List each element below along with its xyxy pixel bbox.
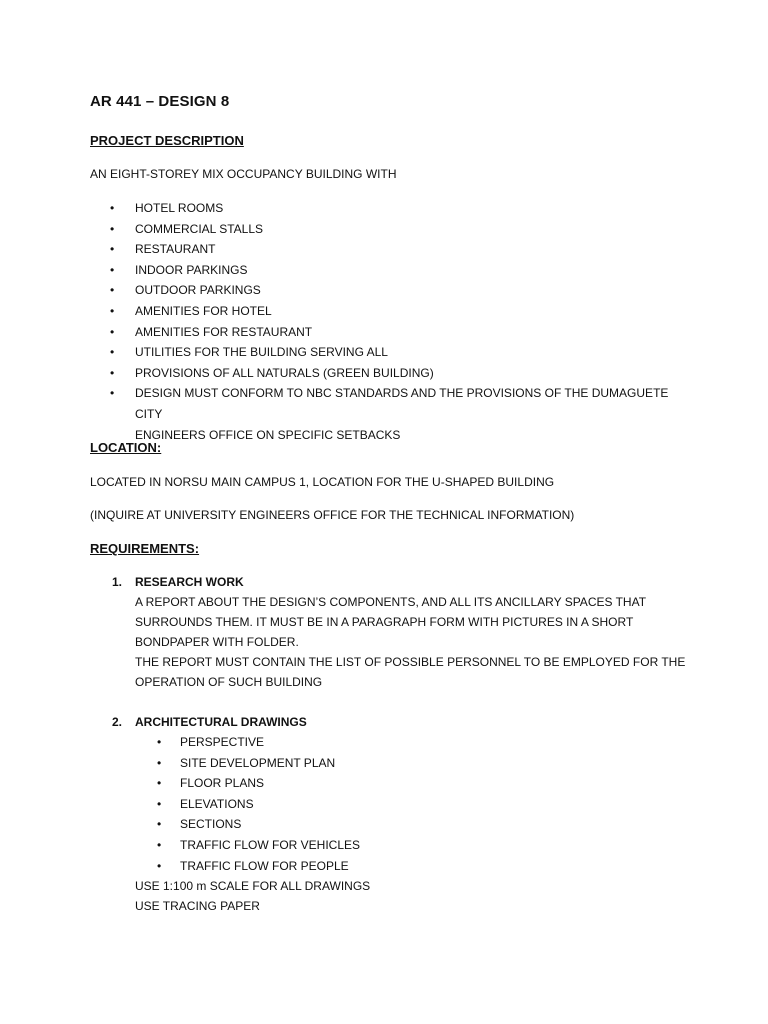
requirement-architectural-drawings [90,712,690,916]
list-item: • TRAFFIC FLOW FOR VEHICLES [135,835,690,856]
requirement-title: RESEARCH WORK [135,575,244,589]
bullet-icon: • [110,365,115,380]
bullet-icon: • [157,817,162,832]
list-item: • PROVISIONS OF ALL NATURALS (GREEN BUILDING) [90,363,690,384]
project-description-heading: PROJECT DESCRIPTION [90,133,244,148]
document-title: AR 441 – DESIGN 8 [90,93,230,110]
bullet-icon: • [157,735,162,749]
list-item: • COMMERCIAL STALLS [90,219,690,240]
list-item: • DESIGN MUST CONFORM TO NBC STANDARDS AND THE PROVISIONS OF THE DUMAGUETE CITY ENGINEERS OFFICE ON SPECIFIC SETBACKS [90,383,690,445]
bullet-icon: • [110,201,115,215]
list-item: • HOTEL ROOMS [90,198,690,219]
drawings-list [135,732,690,876]
requirement-number: 2. [112,715,123,729]
location-line-2: (INQUIRE AT UNIVERSITY ENGINEERS OFFICE FOR THE TECHNICAL INFORMATION) [90,508,575,522]
bullet-icon: • [110,221,115,236]
drawing-note: USE 1:100 m SCALE FOR ALL DRAWINGS [135,879,371,894]
bullet-icon: • [110,242,115,257]
bullet-icon: • [110,386,115,401]
requirement-text: THE REPORT MUST CONTAIN THE LIST OF POSSIBLE PERSONNEL TO BE EMPLOYED FOR THE [135,655,686,669]
bullet-icon: • [110,324,115,339]
list-item: • TRAFFIC FLOW FOR PEOPLE [135,856,690,877]
list-item: • INDOOR PARKINGS [90,260,690,281]
requirement-number: 1. [112,575,123,589]
bullet-icon: • [110,345,115,360]
requirement-title: ARCHITECTURAL DRAWINGS [135,715,307,729]
list-item: • FLOOR PLANS [135,773,690,794]
requirement-research-work [90,572,690,712]
location-heading: LOCATION: [90,440,162,455]
bullet-icon: • [157,755,162,770]
list-item: • PERSPECTIVE [135,732,690,753]
bullet-icon: • [157,776,162,791]
location-line-1: LOCATED IN NORSU MAIN CAMPUS 1, LOCATION FOR THE U-SHAPED BUILDING [90,475,555,489]
requirements-heading: REQUIREMENTS: [90,541,200,556]
requirement-text: BONDPAPER WITH FOLDER. [135,635,299,649]
bullet-icon: • [110,303,115,318]
project-items-list [90,198,690,445]
bullet-icon: • [110,283,115,298]
bullet-icon: • [157,837,162,852]
requirement-text: A REPORT ABOUT THE DESIGN’S COMPONENTS, AND ALL ITS ANCILLARY SPACES THAT [135,595,647,609]
bullet-icon: • [110,262,115,277]
bullet-icon: • [157,796,162,811]
list-item: • RESTAURANT [90,239,690,260]
list-item: • SITE DEVELOPMENT PLAN [135,753,690,774]
requirement-text: SURROUNDS THEM. IT MUST BE IN A PARAGRAPH FORM WITH PICTURES IN A SHORT [135,615,634,629]
bullet-icon: • [157,858,162,873]
requirement-text: OPERATION OF SUCH BUILDING [135,675,323,689]
list-item: • OUTDOOR PARKINGS [90,280,690,301]
list-item: • AMENITIES FOR RESTAURANT [90,322,690,343]
requirements-list [90,572,690,916]
list-item: • ELEVATIONS [135,794,690,815]
drawing-note: USE TRACING PAPER [135,899,260,914]
list-item: • AMENITIES FOR HOTEL [90,301,690,322]
project-intro: AN EIGHT-STOREY MIX OCCUPANCY BUILDING WITH [90,167,397,181]
list-item: • UTILITIES FOR THE BUILDING SERVING ALL [90,342,690,363]
list-item: • SECTIONS [135,814,690,835]
